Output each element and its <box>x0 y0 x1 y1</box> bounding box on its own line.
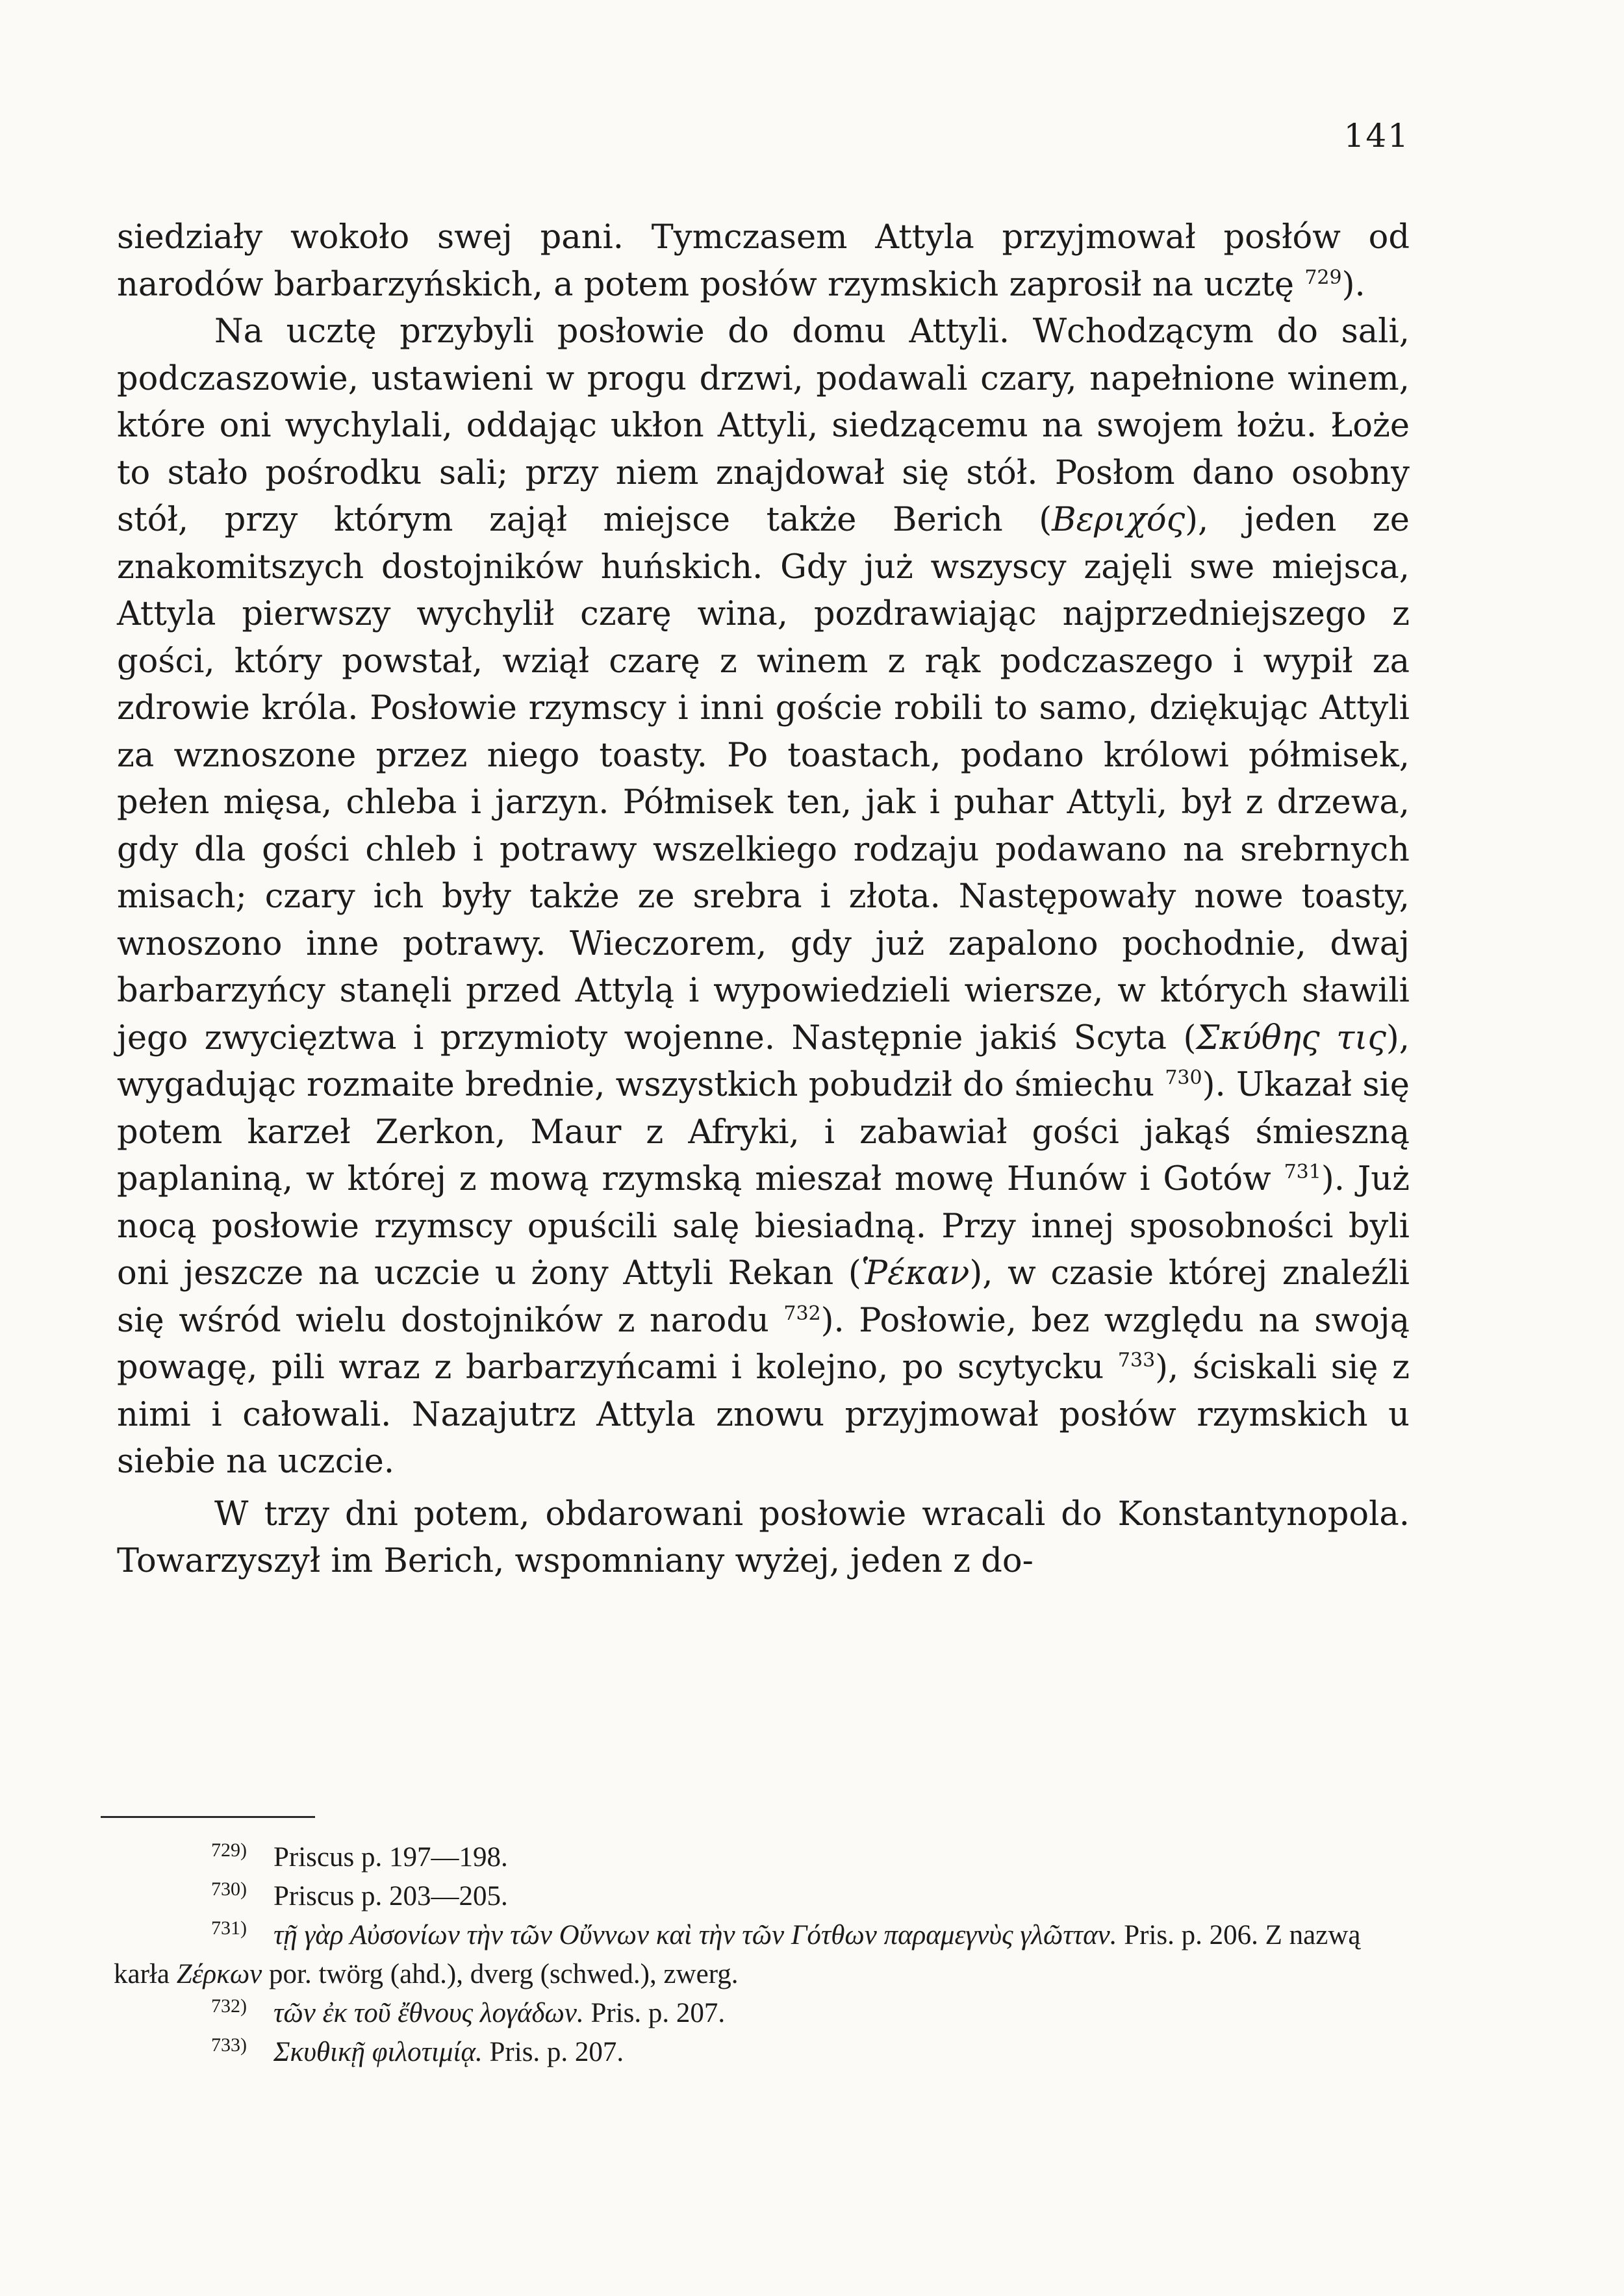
text-run: ), jeden ze znakomitszych dostojników huńskich. Gdy już wszyscy zajęli swe miejsca, Attyla pierwszy wychylił czarę wina, pozdrawiając najprzedniejszego z gości, który powstał, wziął czarę z winem z rąk podczaszego i wypił za zdrowie króla. Posłowie rzymscy i inni goście robili to samo, dziękując Attyli za wznoszone przez niego toasty. Po toastach, podano królowi półmisek, pełen mięsa, chleba i jarzyn. Półmisek ten, jak i puhar Attyli, był z drzewa, gdy dla gości chleb i potrawy wszelkiego rodzaju podawano na srebrnych misach; czary ich były także ze srebra i złota. Następowały nowe toasty, wnoszono inne potrawy. Wieczorem, gdy już zapalono pochodnie, dwaj barbarzyńcy stanęli przed Attylą i wypowiedzieli wiersze, w których sławili jego zwycięztwa i przymioty wojenne. Następnie jakiś Scyta ( <box>117 501 1410 1057</box>
footnote: 732) τῶν ἐκ τοῦ ἔθνους λογάδων. Pris. p. 207. <box>211 1995 726 2028</box>
text-run: Priscus p. 197—198. <box>273 1842 508 1873</box>
footnote-reference: 731 <box>1284 1161 1321 1183</box>
text-run: siedziały wokoło swej pani. Tymczasem Attyla przyjmował posłów od narodów barbarzyńskich, a potem posłów rzymskich zaprosił na ucztę <box>117 218 1410 304</box>
footnote: 733) Σκυθικῇ φιλοτιμίᾳ. Pris. p. 207. <box>211 2034 624 2067</box>
text-run: ). Już nocą posłowie rzymscy opuścili salę biesiadną. Przy innej sposobności byli oni jeszcze na uczcie u żony Attyli Rekan ( <box>117 1160 1410 1293</box>
text-run: ). Posłowie, bez względu na swoją powagę, pili wraz z barbarzyńcami i kolejno, po scytycku <box>117 1301 1410 1387</box>
greek-text: τῇ γὰρ Αὐσονίων τὴν τῶν Οὔννων καὶ τὴν τῶν Γότθων παραμεγνὺς γλῶτταν. <box>273 1920 1117 1950</box>
greek-text: Σκύθης τις <box>1196 1018 1386 1057</box>
page-number: 141 <box>1343 117 1410 155</box>
text-run: ), wygadując rozmaite brednie, wszystkich pobudził do śmiechu <box>117 1018 1410 1104</box>
text-run: Pris. p. 207. <box>583 1998 726 2028</box>
paragraph <box>117 1491 1410 1585</box>
footnote-reference: 730 <box>1165 1066 1202 1089</box>
footnote-reference: 733 <box>1117 1349 1156 1372</box>
text-run: por. twörg (ahd.), dverg (schwed.), zwerg. <box>262 1959 739 1989</box>
text-run: Pris. p. 206. Z nazwą karła <box>114 1920 1361 1989</box>
text-run: ). <box>1341 265 1365 304</box>
footnote: 729) Priscus p. 197—198. <box>211 1839 508 1873</box>
text-run: ). Ukazał się potem karzeł Zerkon, Maur z Afryki, i zabawiał gości jakąś śmieszną paplaniną, w której z mową rzymską mieszał mowę Hunów i Gotów <box>117 1066 1410 1198</box>
footnote-divider <box>101 1816 315 1818</box>
footnotes <box>114 1838 1406 2072</box>
greek-text: τῶν ἐκ τοῦ ἔθνους λογάδων. <box>273 1998 584 2028</box>
text-run: W trzy dni potem, obdarowani posłowie wracali do Konstantynopola. Towarzyszył im Berich, wspomniany wyżej, jeden z do- <box>117 1495 1410 1580</box>
paragraph <box>117 214 1410 309</box>
text-run: ), ściskali się z nimi i całowali. Nazajutrz Attyla znowu przyjmował posłów rzymskich u siebie na uczcie. <box>117 1348 1410 1481</box>
text-run: Na ucztę przybyli posłowie do domu Attyli. Wchodzącym do sali, podczaszowie, ustawieni w progu drzwi, podawali czary, napełnione winem, które oni wychylali, oddając ukłon Attyli, siedzącemu na swojem łożu. Łoże to stało pośrodku sali; przy niem znajdował się stół. Posłom dano osobny stół, przy którym zajął miejsce także Berich ( <box>117 312 1410 539</box>
text-run: ), w czasie której znaleźli się wśród wielu dostojników z narodu <box>117 1254 1410 1340</box>
text-run: Priscus p. 203—205. <box>273 1881 508 1911</box>
body-text <box>117 214 1410 1585</box>
greek-text: Βεριχός <box>1052 501 1186 539</box>
greek-text: Σκυθικῇ φιλοτιμίᾳ. <box>273 2037 483 2067</box>
footnote-reference: 729 <box>1304 266 1342 289</box>
greek-text: Ῥέκαν <box>861 1254 970 1293</box>
greek-text: Ζέρκων <box>176 1959 262 1989</box>
footnote: 730) Priscus p. 203—205. <box>211 1878 508 1911</box>
paragraph <box>117 309 1410 1486</box>
footnote-reference: 732 <box>783 1302 821 1325</box>
footnote: 731) τῇ γὰρ Αὐσονίων τὴν τῶν Οὔννων καὶ τὴν τῶν Γότθων παραμεγνὺς γλῶτταν. Pris. p. 206. Z nazwą karła Ζέρκων por. twörg (ahd.), dverg (schwed.), zwerg. <box>114 1917 1361 1989</box>
text-run: Pris. p. 207. <box>482 2037 624 2067</box>
